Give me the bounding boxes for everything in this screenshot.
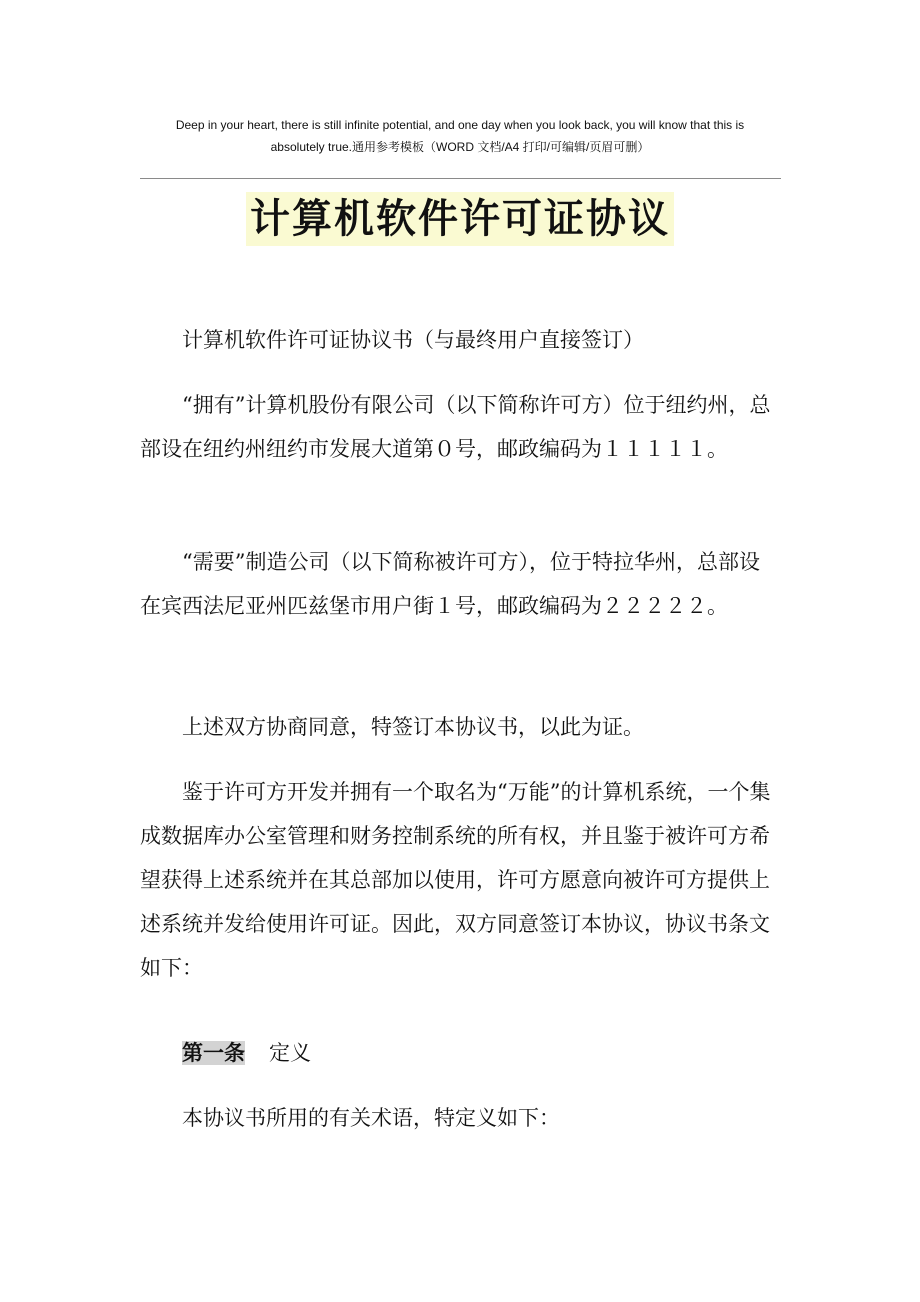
document-title: 计算机软件许可证协议 xyxy=(246,192,674,246)
paragraph-text: 上述双方协商同意，特签订本协议书，以此为证。 xyxy=(182,715,644,739)
paragraph-3 xyxy=(140,540,780,628)
paragraph-5 xyxy=(140,770,780,990)
paragraph-text: 计算机软件许可证协议书（与最终用户直接签订） xyxy=(182,328,644,352)
article-heading-line xyxy=(140,1031,780,1075)
article-title: 定义 xyxy=(269,1041,311,1065)
paragraph-text: 鉴于许可方开发并拥有一个取名为“万能”的计算机系统，一个集成数据库办公室管理和财务控制系统的所有权，并且鉴于被许可方希望获得上述系统并在其总部加以使用，许可方愿意向被许可方提供上述系统并发给使用许可证。因此，双方同意签订本协议，协议书条文如下： xyxy=(140,780,771,980)
paragraph-text: “拥有”计算机股份有限公司（以下简称许可方）位于纽约州，总部设在纽约州纽约市发展大道第０号，邮政编码为１１１１１。 xyxy=(140,393,771,461)
paragraph-text: 本协议书所用的有关术语，特定义如下： xyxy=(182,1106,560,1130)
paragraph-2 xyxy=(140,383,780,471)
paragraph-text: “需要”制造公司（以下简称被许可方），位于特拉华州，总部设在宾西法尼亚州匹兹堡市用户街１号，邮政编码为２２２２２。 xyxy=(140,550,760,618)
page-header xyxy=(140,114,780,158)
paragraph-7 xyxy=(140,1096,780,1140)
article-number: 第一条 xyxy=(182,1041,245,1065)
paragraph-4 xyxy=(140,705,780,749)
article-1-heading xyxy=(140,1031,780,1075)
header-line-2: absolutely true.通用参考模板（WORD 文档/A4 打印/可编辑/页眉可删） xyxy=(270,140,650,154)
paragraph-1 xyxy=(140,318,780,362)
header-line-1: Deep in your heart, there is still infinite potential, and one day when you look back, you will know that this is xyxy=(175,118,745,132)
title-container xyxy=(0,192,920,246)
header-divider xyxy=(140,178,781,179)
